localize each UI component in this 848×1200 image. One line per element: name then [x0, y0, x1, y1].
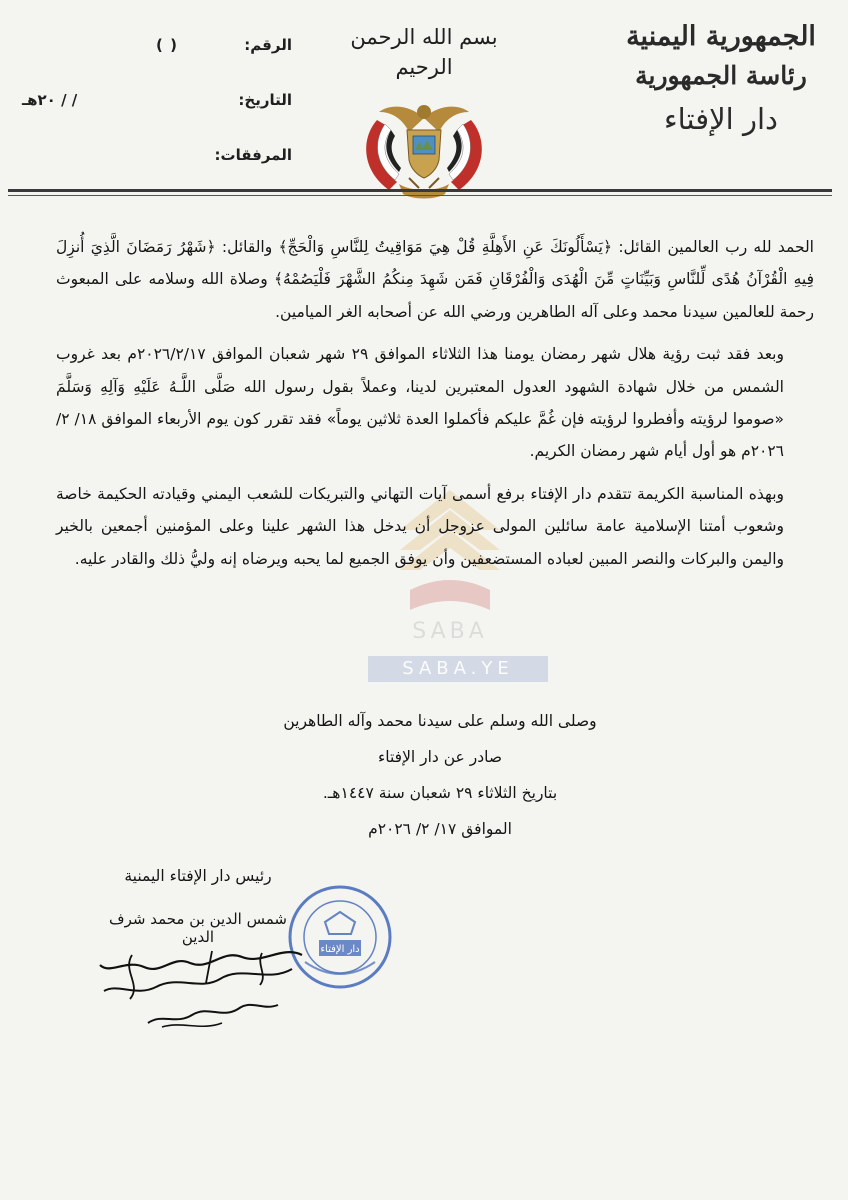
attachments-label: المرفقات:	[214, 146, 292, 164]
watermark-text: SABA.YE	[368, 656, 548, 682]
salutation-line: وصلى الله وسلم على سيدنا محمد وآله الطاهرين	[283, 712, 597, 730]
hijri-date-line: بتاريخ الثلاثاء ٢٩ شعبان سنة ١٤٤٧هـ.	[322, 784, 558, 802]
reference-fields	[22, 36, 292, 201]
paragraph-praise: الحمد لله رب العالمين القائل: ﴿يَسْأَلُونَكَ عَنِ الأَهِلَّةِ قُلْ هِيَ مَوَاقِيتُ لِلنَّاسِ وَالْحَجِّ﴾ والقائل: ﴿شَهْرُ رَمَضَانَ الَّذِيَ أُنزِلَ فِيهِ الْقُرْآنُ هُدًى لِّلنَّاسِ وَبَيِّنَاتٍ مِّنَ الْهُدَى وَالْفُرْقَانِ فَمَن شَهِدَ مِنكُمُ الشَّهْرَ فَلْيَصُمْهُ﴾ وصلاة الله وسلامه على المبعوث رحمة للعالمين سيدنا محمد وعلى آله الطاهرين ورضي الله عن أصحابه الغر الميامين.	[56, 238, 814, 321]
date-label: التاريخ:	[238, 91, 292, 109]
attachments-row	[22, 146, 292, 201]
date-value: / / ٢٠هـ	[22, 91, 78, 109]
signatory-name: شمس الدين بن محمد شرف الدين	[109, 910, 287, 946]
office-name: دار الإفتاء	[664, 102, 778, 136]
document-body	[56, 231, 814, 575]
closing-block	[150, 703, 730, 847]
letterhead-right	[616, 18, 826, 142]
paragraph-announcement: وبعد فقد ثبت رؤية هلال شهر رمضان يومنا هذا الثلاثاء الموافق ٢٩ شهر شعبان الموافق ٢٠٢٦/٢/١٧م بعد غروب الشمس من خلال شهادة الشهود العدول المعتبرين لدينا، وعملاً بقول رسول الله صَلَّى اللَّـهُ عَلَيْهِ وَآلِهِ وَسَلَّمَ «صوموا لرؤيته وأفطروا لرؤيته فإن غُمَّ عليكم فأكملوا العدة ثلاثين يوماً» فقد تقرر كون يوم الأربعاء الموافق ١٨/ ٢/ ٢٠٢٦م هو أول أيام شهر رمضان الكريم.	[56, 345, 784, 461]
paragraph-congratulations: وبهذه المناسبة الكريمة تتقدم دار الإفتاء برفع أسمى آيات التهاني والتبريكات للشعب اليمني وقيادته الحكيمة خاصة وشعوب أمتنا الإسلامية عامة سائلين المولى عزوجل أن يدخل هذا الشهر علينا وعلى المؤمنين أجمعين بالخير واليمن والبركات والنصر المبين لعباده المستضعفين وأن يوفق الجميع لما يحبه ويرضاه إنه وليُّ ذلك والقادر عليه.	[56, 484, 784, 568]
signatory-title: رئيس دار الإفتاء اليمنية	[124, 867, 272, 885]
stamp-text: دار الإفتاء	[320, 944, 360, 955]
ref-number-value: ( )	[156, 36, 178, 54]
ref-number-label: الرقم:	[244, 36, 292, 54]
watermark-logo-text: SABA	[412, 619, 488, 644]
date-row	[22, 91, 292, 146]
gregorian-date-line: الموافق ١٧/ ٢/ ٢٠٢٦م	[368, 820, 512, 838]
ref-number-row	[22, 36, 292, 91]
republic-name: الجمهورية اليمنية	[626, 21, 816, 52]
letterhead-center	[324, 22, 524, 206]
header-divider	[8, 189, 832, 192]
basmala: بسم الله الرحمن الرحيم	[350, 25, 498, 79]
handwritten-signature	[92, 935, 322, 1040]
issuer-line: صادر عن دار الإفتاء	[377, 748, 503, 766]
presidency-name: رئاسة الجمهورية	[635, 61, 807, 90]
header-divider-thin	[8, 195, 832, 196]
